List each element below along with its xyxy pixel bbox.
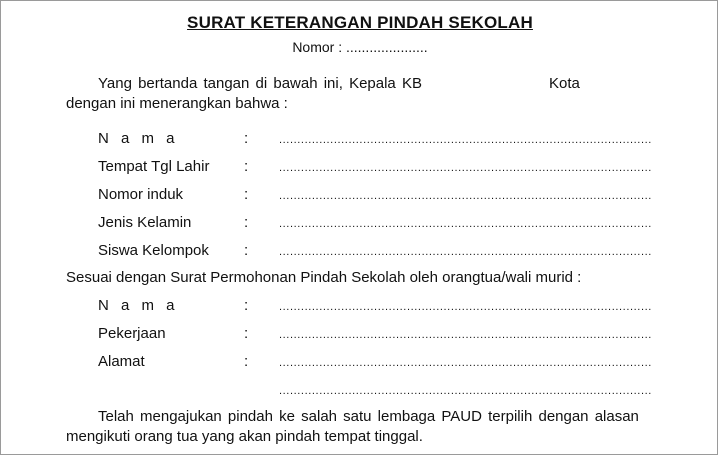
intro-kota: Kota	[549, 75, 580, 92]
field-label: N a m a	[98, 130, 179, 147]
field-blank[interactable]: ......................................................................................................	[279, 218, 652, 230]
field-blank[interactable]: ......................................................................................................	[279, 162, 652, 174]
field-row-siswa-kelompok	[1, 242, 719, 262]
field-label: Jenis Kelamin	[98, 214, 192, 231]
field-row-tempat-tgl-lahir	[1, 158, 719, 178]
field-row-parent-nama	[1, 297, 719, 317]
field-label: Siswa Kelompok	[98, 242, 209, 259]
field-blank[interactable]: ......................................................................................................	[279, 357, 652, 369]
field-label: N a m a	[98, 297, 179, 314]
field-blank[interactable]: ......................................................................................................	[279, 134, 652, 146]
field-colon: :	[244, 214, 249, 231]
field-blank[interactable]: ......................................................................................................	[279, 385, 652, 397]
closing-line-2: mengikuti orang tua yang akan pindah tempat tinggal.	[66, 428, 423, 445]
field-row-nama	[1, 130, 719, 150]
field-row-alamat	[1, 353, 719, 373]
section-2-heading: Sesuai dengan Surat Permohonan Pindah Sekolah oleh orangtua/wali murid :	[66, 269, 582, 286]
field-colon: :	[244, 325, 249, 342]
field-label: Tempat Tgl Lahir	[98, 158, 210, 175]
closing-line-1: Telah mengajukan pindah ke salah satu lembaga PAUD terpilih dengan alasan	[98, 408, 639, 425]
field-blank[interactable]: ......................................................................................................	[279, 301, 652, 313]
field-label: Alamat	[98, 353, 145, 370]
document-title: SURAT KETERANGAN PINDAH SEKOLAH	[187, 13, 533, 32]
intro-line-2: dengan ini menerangkan bahwa :	[66, 95, 288, 112]
field-row-pekerjaan	[1, 325, 719, 345]
field-row-nomor-induk	[1, 186, 719, 206]
field-row-jenis-kelamin	[1, 214, 719, 234]
intro-line-1: Yang bertanda tangan di bawah ini, Kepala KB	[98, 75, 422, 92]
field-colon: :	[244, 158, 249, 175]
field-label: Nomor induk	[98, 186, 184, 203]
field-row-alamat-continued	[1, 381, 719, 401]
field-blank[interactable]: ......................................................................................................	[279, 246, 652, 258]
field-colon: :	[244, 242, 249, 259]
field-blank[interactable]: ......................................................................................................	[279, 329, 652, 341]
document-number: Nomor : .....................	[292, 39, 428, 55]
field-label: Pekerjaan	[98, 325, 166, 342]
field-colon: :	[244, 353, 249, 370]
field-blank[interactable]: ......................................................................................................	[279, 190, 652, 202]
field-colon: :	[244, 186, 249, 203]
field-colon: :	[244, 297, 249, 314]
field-colon: :	[244, 130, 249, 147]
